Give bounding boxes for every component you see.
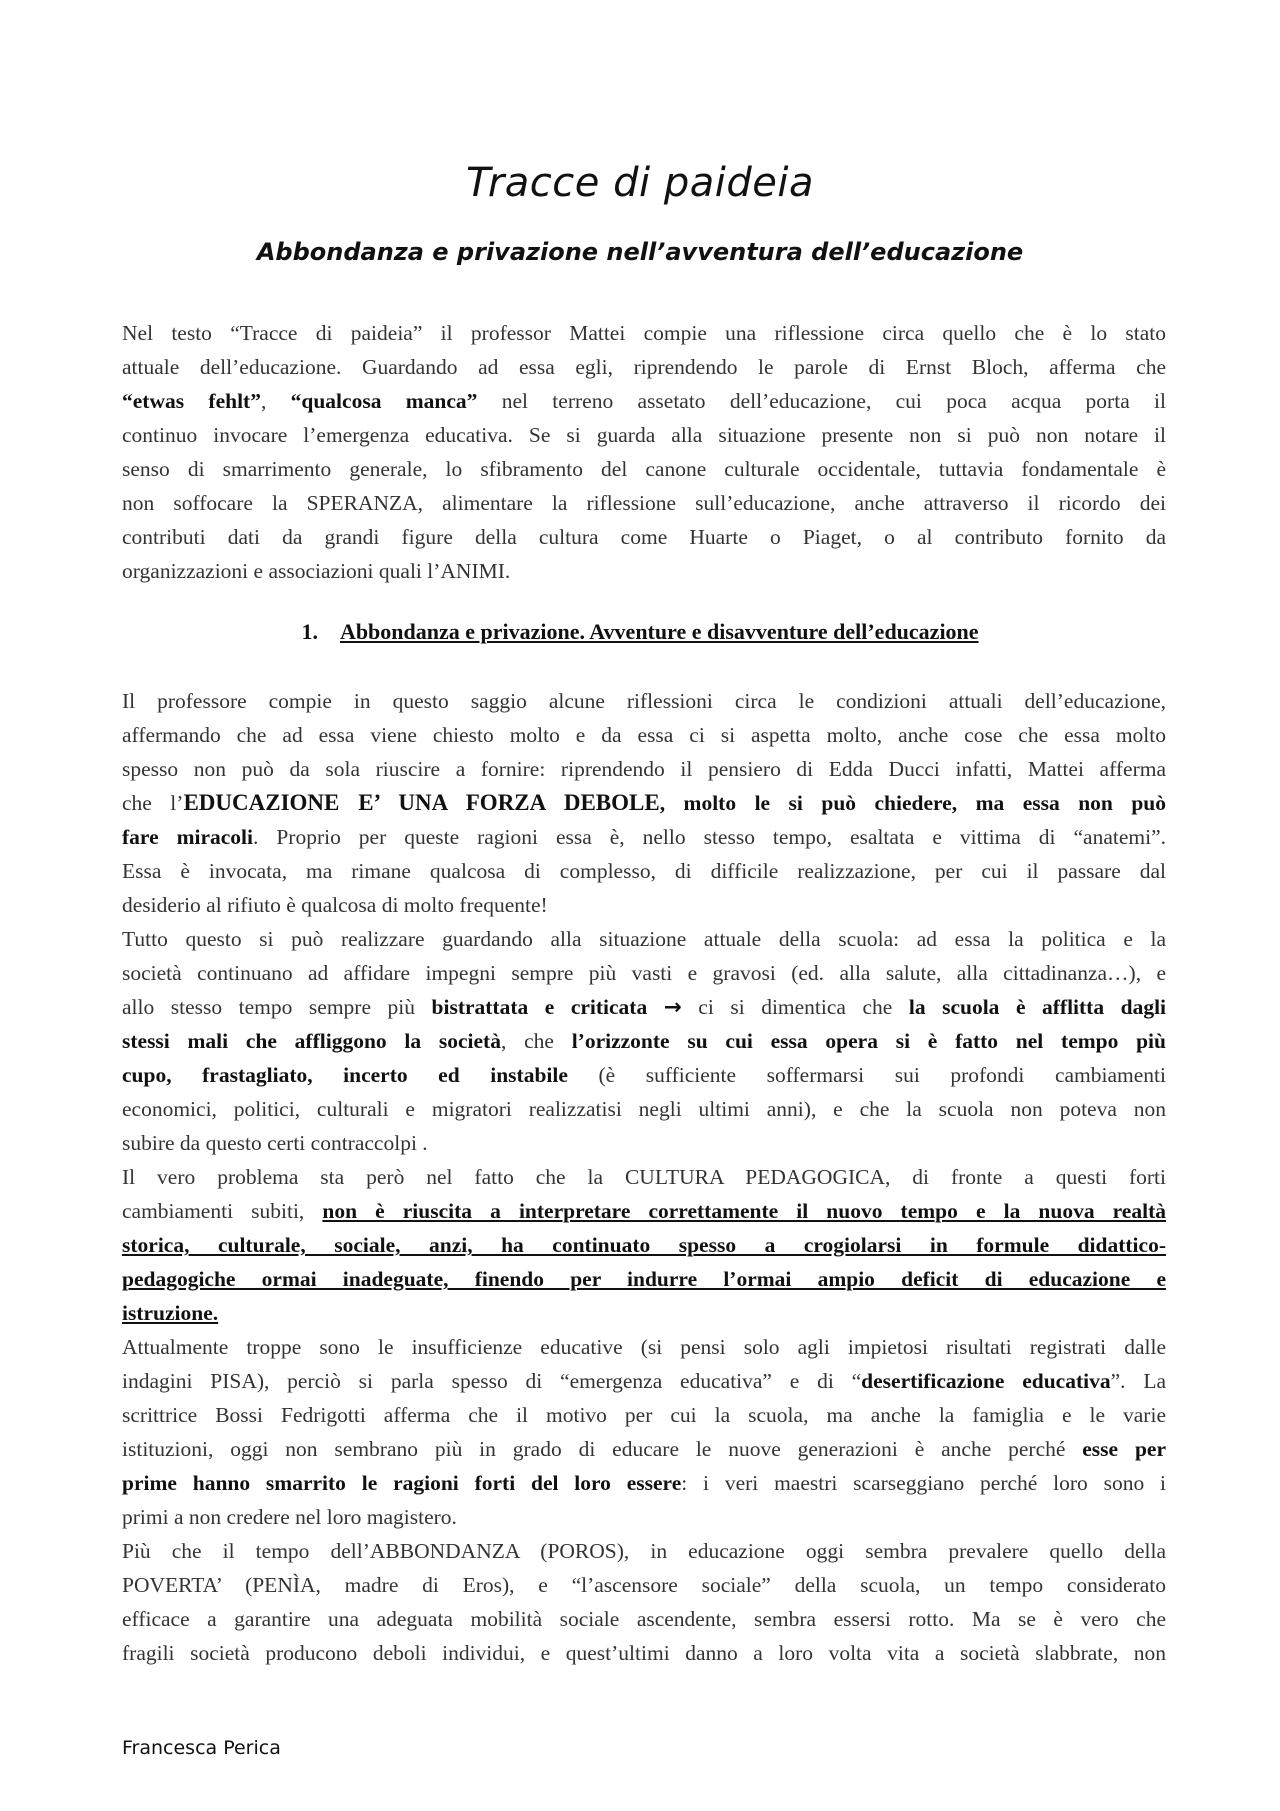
- text-line: indagini PISA), perciò si parla spesso di “emergenza educativa” e di “desertificazione educativa”. La: [122, 1369, 1166, 1393]
- text-line: Essa è invocata, ma rimane qualcosa di complesso, di difficile realizzazione, per cui il passare dal: [122, 859, 1166, 883]
- text-line: stessi mali che affliggono la società, che l’orizzonte su cui essa opera si è fatto nel tempo più: [122, 1029, 1166, 1053]
- text-line: scrittrice Bossi Fedrigotti afferma che il motivo per cui la scuola, ma anche la famiglia e le varie: [122, 1403, 1166, 1427]
- text-line: prime hanno smarrito le ragioni forti del loro essere: i veri maestri scarseggiano perché loro sono i: [122, 1471, 1166, 1495]
- text-line: Il professore compie in questo saggio alcune riflessioni circa le condizioni attuali dell’educazione,: [122, 689, 1166, 713]
- text-line: contributi dati da grandi figure della cultura come Huarte o Piaget, o al contributo fornito da: [122, 525, 1166, 549]
- text-line: istituzioni, oggi non sembrano più in grado di educare le nuove generazioni è anche perché esse per: [122, 1437, 1166, 1461]
- text-line: società continuano ad affidare impegni sempre più vasti e gravosi (ed. alla salute, alla cittadinanza…), e: [122, 961, 1166, 985]
- text-line: affermando che ad essa viene chiesto molto e da essa ci si aspetta molto, anche cose che essa molto: [122, 723, 1166, 747]
- bold-phrase: l’orizzonte su cui essa opera si è fatto nel tempo più: [571, 1029, 1166, 1053]
- text-line: Attualmente troppe sono le insufficienze educative (si pensi solo agli impietosi risultati registrati dalle: [122, 1335, 1166, 1359]
- text-line: senso di smarrimento generale, lo sfibramento del canone culturale occidentale, tuttavia fondamentale è: [122, 457, 1166, 481]
- text-line: fragili società producono deboli individui, e quest’ultimi danno a loro volta vita a società slabbrate, non: [122, 1641, 1166, 1665]
- text-line: allo stesso tempo sempre più bistrattata e criticata → ci si dimentica che la scuola è afflitta dagli: [122, 995, 1167, 1020]
- section-heading: [0, 619, 1280, 645]
- text-line: primi a non credere nel loro magistero.: [122, 1505, 457, 1529]
- document-title: Tracce di paideia: [466, 160, 814, 206]
- text-line: [122, 1262, 1166, 1296]
- bold-phrase: cupo, frastagliato, incerto ed instabile: [122, 1063, 568, 1087]
- text-line: Più che il tempo dell’ABBONDANZA (POROS), in educazione oggi sembra prevalere quello della: [122, 1539, 1166, 1563]
- text-line: che l’EDUCAZIONE E’ UNA FORZA DEBOLE, molto le si può chiedere, ma essa non può: [122, 790, 1166, 815]
- text-line: desiderio al rifiuto è qualcosa di molto frequente!: [122, 893, 548, 917]
- bold-phrase: EDUCAZIONE E’ UNA FORZA DEBOLE: [183, 790, 660, 815]
- section-number: 1.: [301, 619, 318, 644]
- bold-phrase: esse per: [1082, 1437, 1166, 1461]
- arrow-right-icon: →: [663, 995, 682, 1020]
- section-title: Abbondanza e privazione. Avventure e disavventure dell’educazione: [339, 619, 979, 644]
- bold-phrase: “etwas fehlt”: [122, 389, 261, 413]
- text-line: non soffocare la SPERANZA, alimentare la riflessione sull’educazione, anche attraverso il ricordo dei: [122, 491, 1166, 515]
- body-text: [122, 684, 1166, 1670]
- text-line: “etwas fehlt”, “qualcosa manca” nel terreno assetato dell’educazione, cui poca acqua porta il: [122, 389, 1166, 413]
- text-line: economici, politici, culturali e migratori realizzatisi negli ultimi anni), e che la scuola non poteva non: [122, 1097, 1166, 1121]
- text-line: continuo invocare l’emergenza educativa. Se si guarda alla situazione presente non si può non notare il: [122, 423, 1166, 447]
- bold-phrase: “qualcosa manca”: [290, 389, 478, 413]
- underlined-bold-phrase: non è riuscita a interpretare correttamente il nuovo tempo e la nuova realtà: [322, 1199, 1166, 1223]
- text-line: subire da questo certi contraccolpi .: [122, 1131, 428, 1155]
- intro-paragraph: [122, 316, 1166, 588]
- document-subtitle: Abbondanza e privazione nell’avventura dell’educazione: [256, 238, 1024, 266]
- bold-phrase: , molto le si può chiedere, ma essa non può: [659, 791, 1166, 815]
- text-line: spesso non può da sola riuscire a fornire: riprendendo il pensiero di Edda Ducci infatti, Mattei afferma: [122, 757, 1166, 781]
- text-line: cupo, frastagliato, incerto ed instabile (è sufficiente soffermarsi sui profondi cambiamenti: [122, 1063, 1166, 1087]
- text-line: POVERTA’ (PENÌA, madre di Eros), e “l’ascensore sociale” della scuola, un tempo considerato: [122, 1573, 1166, 1597]
- text-line: attuale dell’educazione. Guardando ad essa egli, riprendendo le parole di Ernst Bloch, afferma che: [122, 355, 1166, 379]
- bold-phrase: stessi mali che affliggono la società: [122, 1029, 501, 1053]
- text-line: efficace a garantire una adeguata mobilità sociale ascendente, sembra essersi rotto. Ma se è vero che: [122, 1607, 1166, 1631]
- bold-phrase: prime hanno smarrito le ragioni forti del loro essere: [122, 1471, 682, 1495]
- text-line: Tutto questo si può realizzare guardando alla situazione attuale della scuola: ad essa la politica e la: [122, 927, 1166, 951]
- text-line: [122, 1296, 1166, 1330]
- bold-phrase: bistrattata e criticata: [431, 995, 648, 1019]
- text-line: organizzazioni e associazioni quali l’ANIMI.: [122, 559, 511, 583]
- text-line: Il vero problema sta però nel fatto che la CULTURA PEDAGOGICA, di fronte a questi forti: [122, 1165, 1166, 1189]
- text-line: fare miracoli. Proprio per queste ragioni essa è, nello stesso tempo, esaltata e vittima di “anatemi”.: [122, 825, 1166, 849]
- text-line: Nel testo “Tracce di paideia” il professor Mattei compie una riflessione circa quello che è lo stato: [122, 321, 1166, 345]
- underlined-bold-phrase: pedagogiche ormai inadeguate, finendo per indurre l’ormai ampio deficit di educazione e: [122, 1267, 1166, 1291]
- underlined-bold-phrase: istruzione.: [122, 1301, 219, 1325]
- text-line: cambiamenti subiti, non è riuscita a interpretare correttamente il nuovo tempo e la nuova realtà: [122, 1199, 1166, 1223]
- footer-author: Francesca Perica: [122, 1737, 281, 1759]
- bold-phrase: la scuola è afflitta dagli: [908, 995, 1167, 1019]
- underlined-bold-phrase: storica, culturale, sociale, anzi, ha continuato spesso a crogiolarsi in formule didattico-: [122, 1233, 1166, 1257]
- bold-phrase: fare miracoli: [122, 825, 253, 849]
- text-line: [122, 1228, 1166, 1262]
- bold-phrase: desertificazione educativa: [861, 1369, 1111, 1393]
